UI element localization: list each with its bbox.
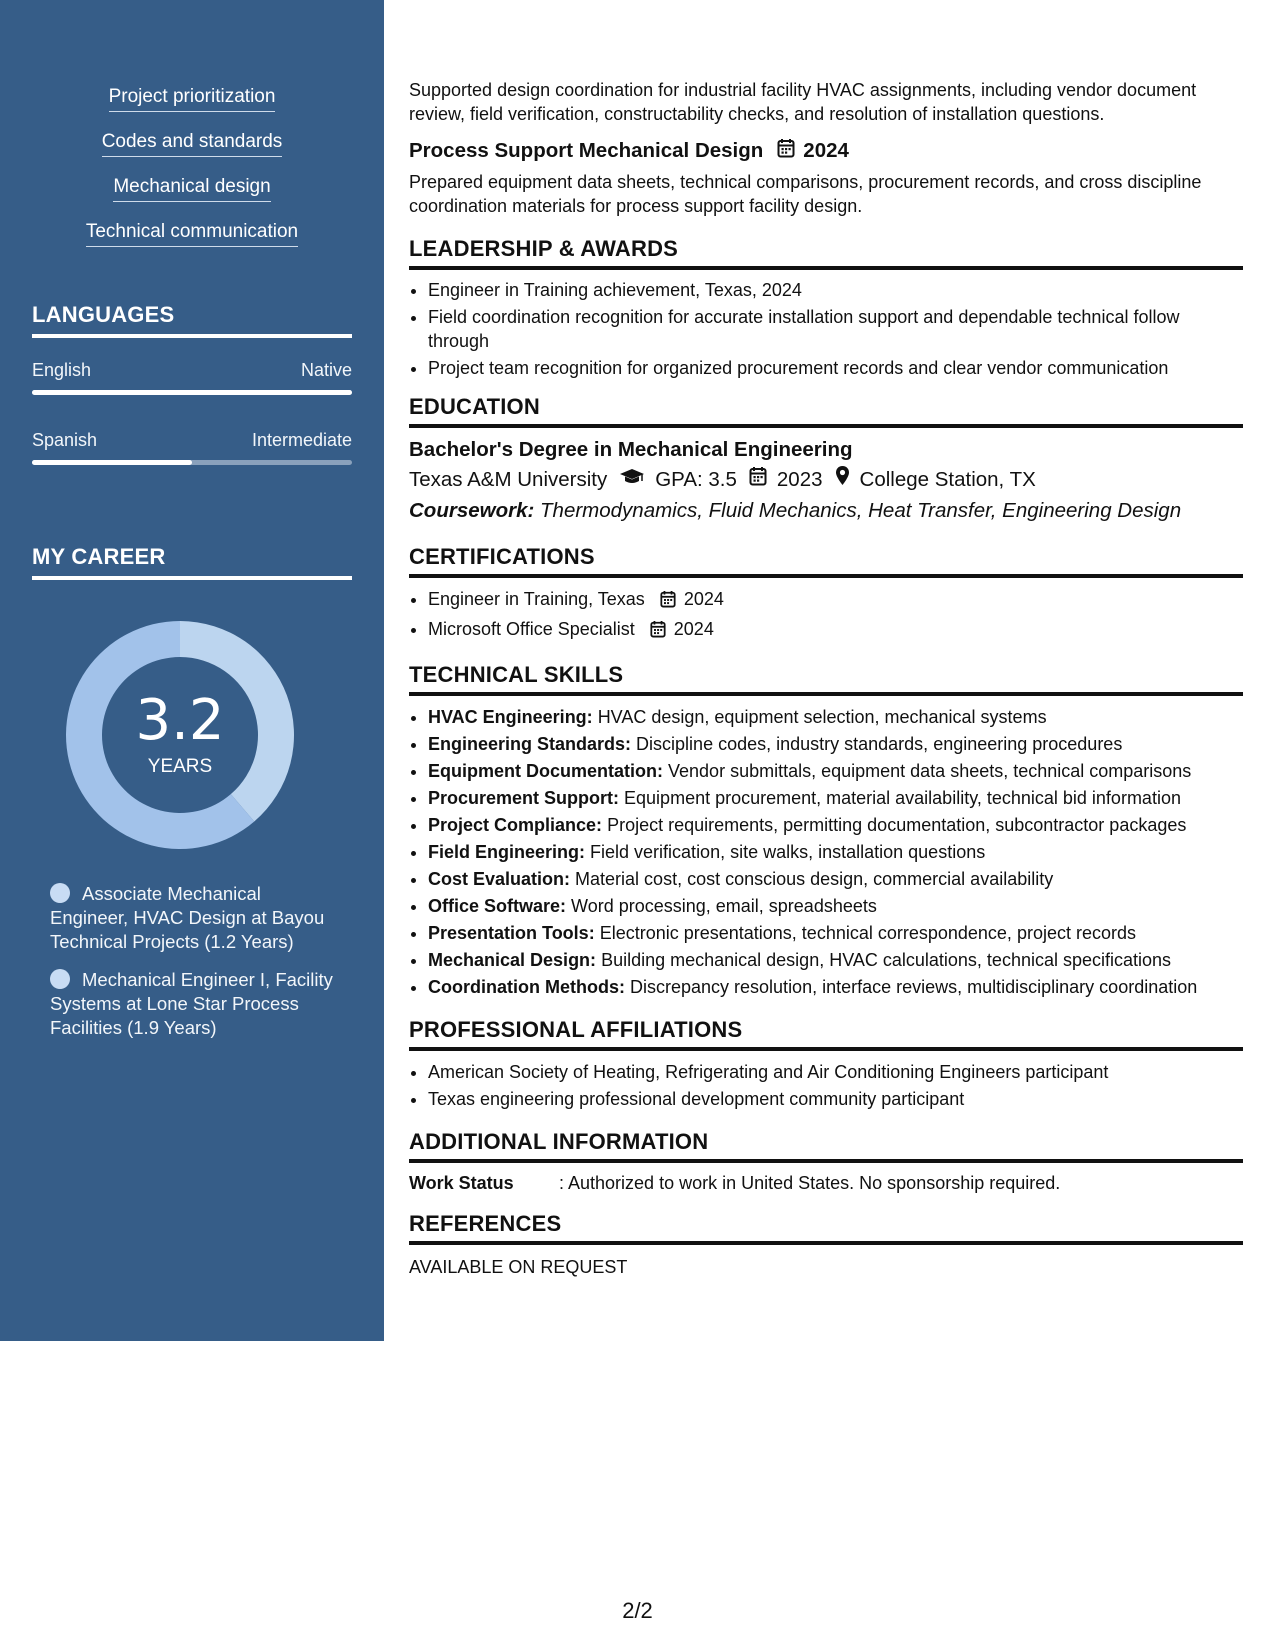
career-item: Associate Mechanical Engineer, HVAC Design at Bayou Technical Projects (1.2 Years): [50, 883, 325, 952]
skills-list: [0, 86, 384, 266]
calendar-icon: [777, 138, 795, 164]
leadership-list: [409, 278, 1243, 380]
coursework-label: Coursework:: [409, 499, 535, 522]
technical-skills-list: [409, 704, 1243, 1001]
list-item: • Engineer in Training, Texas 2024: [428, 586, 1243, 616]
project-description: Prepared equipment data sheets, technical comparisons, procurement records, and cross discipline coordination materials for process support facility design.: [409, 172, 1202, 216]
technical-skills-heading: TECHNICAL SKILLS: [409, 662, 1243, 696]
additional-info-heading: ADDITIONAL INFORMATION: [409, 1129, 1243, 1163]
language-level: Intermediate: [251, 430, 352, 450]
skill-line: • Coordination Methods: Discrepancy resolution, interface reviews, multidisciplinary coordination: [428, 974, 1243, 1001]
work-status: [409, 1171, 1243, 1195]
language-bar-fill: [32, 390, 352, 395]
certifications-heading: CERTIFICATIONS: [409, 544, 1243, 578]
language-bar-fill: [32, 460, 192, 465]
language-name: Spanish: [32, 430, 98, 450]
project-title: Process Support Mechanical Design: [409, 139, 764, 162]
calendar-icon: [749, 464, 767, 495]
skill-line: • Presentation Tools: Electronic presentations, technical correspondence, project records: [428, 920, 1243, 947]
school-name: Texas A&M University: [409, 468, 608, 491]
language-level: Native: [300, 360, 352, 380]
gpa: GPA: 3.5: [655, 468, 737, 491]
language-row-spanish: [32, 430, 352, 451]
work-status-label: Work Status: [409, 1173, 514, 1193]
career-years-label: YEARS: [147, 756, 213, 777]
list-item: • Microsoft Office Specialist 2024: [428, 616, 1243, 646]
references-text: AVAILABLE ON REQUEST: [409, 1257, 628, 1277]
skill-line: • Mechanical Design: Building mechanical design, HVAC calculations, technical specifications: [428, 947, 1243, 974]
skill-item: Codes and standards: [0, 131, 384, 176]
skill-line: • HVAC Engineering: HVAC design, equipment selection, mechanical systems: [428, 704, 1243, 731]
career-heading: MY CAREER: [32, 544, 352, 580]
skill-line: • Engineering Standards: Discipline codes, industry standards, engineering procedures: [428, 731, 1243, 758]
language-name: English: [32, 360, 92, 380]
list-item: • Engineer in Training achievement, Texas, 2024: [428, 278, 1243, 302]
main-content: [409, 78, 1243, 1279]
education-heading: EDUCATION: [409, 394, 1243, 428]
school-location: College Station, TX: [859, 468, 1036, 491]
affiliations-heading: PROFESSIONAL AFFILIATIONS: [409, 1017, 1243, 1051]
references-heading: REFERENCES: [409, 1211, 1243, 1245]
graduation-cap-icon: [619, 464, 645, 495]
career-bullet-icon: [50, 883, 70, 903]
skill-item: Mechanical design: [0, 176, 384, 221]
calendar-icon: [650, 619, 666, 646]
language-bar-spanish: [32, 460, 352, 465]
coursework: [409, 495, 1243, 526]
degree-title: Bachelor's Degree in Mechanical Engineering: [409, 438, 853, 461]
career-bullet-icon: [50, 969, 70, 989]
skill-line: • Project Compliance: Project requirements, permitting documentation, subcontractor packages: [428, 812, 1243, 839]
skill-line: • Equipment Documentation: Vendor submittals, equipment data sheets, technical comparisons: [428, 758, 1243, 785]
experience-description: Supported design coordination for industrial facility HVAC assignments, including vendor document review, field verification, constructability checks, and resolution of installation questions.: [409, 80, 1197, 124]
project-title-row: [409, 138, 1243, 164]
coursework-list: Thermodynamics, Fluid Mechanics, Heat Transfer, Engineering Design: [540, 499, 1182, 522]
languages-heading: LANGUAGES: [32, 302, 352, 338]
career-item: Mechanical Engineer I, Facility Systems at Lone Star Process Facilities (1.9 Years): [50, 969, 333, 1038]
skill-item: Project prioritization: [0, 86, 384, 131]
graduation-year: 2023: [776, 468, 823, 491]
page-number: 2/2: [622, 1598, 653, 1623]
location-pin-icon: [835, 464, 850, 495]
calendar-icon: [660, 589, 676, 616]
project-year: 2024: [803, 139, 849, 162]
career-total-years: 3.2: [135, 688, 225, 753]
language-bar-english: [32, 390, 352, 395]
list-item: • American Society of Heating, Refrigerating and Air Conditioning Engineers participant: [428, 1059, 1243, 1086]
skill-line: • Procurement Support: Equipment procurement, material availability, technical bid information: [428, 785, 1243, 812]
list-item: • Texas engineering professional development community participant: [428, 1086, 1243, 1113]
skill-item: Technical communication: [0, 221, 384, 266]
skill-line: • Field Engineering: Field verification, site walks, installation questions: [428, 839, 1243, 866]
work-status-value: : Authorized to work in United States. No sponsorship required.: [559, 1173, 1061, 1193]
leadership-heading: LEADERSHIP & AWARDS: [409, 236, 1243, 270]
list-item: • Field coordination recognition for accurate installation support and dependable technical follow through: [428, 305, 1243, 353]
skill-line: • Office Software: Word processing, email, spreadsheets: [428, 893, 1243, 920]
certifications-list: [409, 586, 1243, 646]
education-details: [409, 464, 1243, 495]
skill-line: • Cost Evaluation: Material cost, cost conscious design, commercial availability: [428, 866, 1243, 893]
affiliations-list: [409, 1059, 1243, 1113]
list-item: • Project team recognition for organized procurement records and clear vendor communication: [428, 356, 1243, 380]
language-row-english: [32, 360, 352, 381]
sidebar: [0, 0, 384, 1341]
